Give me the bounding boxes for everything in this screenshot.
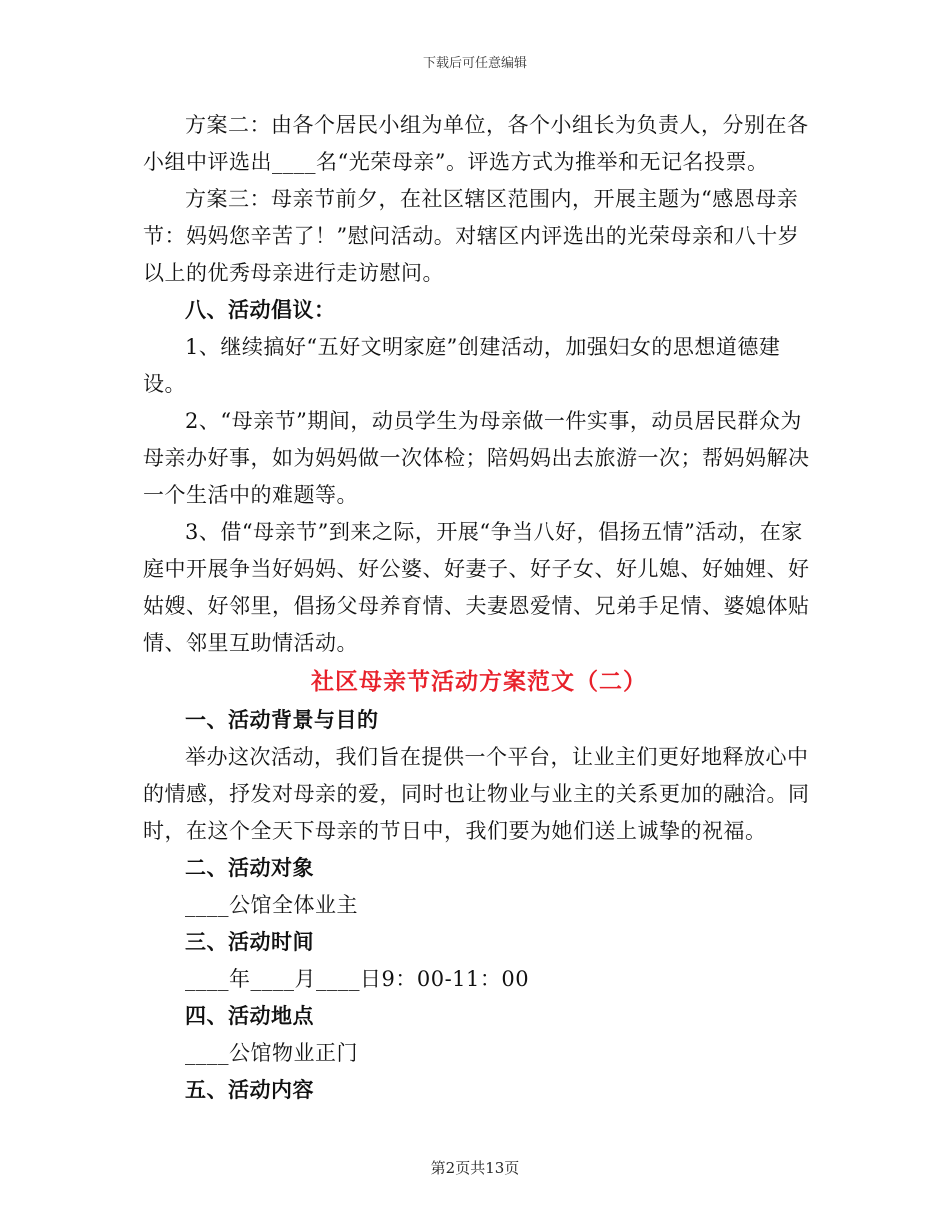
paragraph-proposal-3: 3、借“母亲节”到来之际，开展“争当八好，倡扬五情”活动，在家庭中开展争当好妈妈、好公婆、好妻子、好子女、好儿媳、好妯娌、好姑嫂、好邻里，倡扬父母养育情、夫妻恩爱情、兄弟手足情、婆媳体贴情、邻里互助情活动。 xyxy=(143,520,810,655)
heading-time: 三、活动时间 xyxy=(185,930,314,954)
page-footer: 第2页共13页 xyxy=(430,1159,520,1177)
paragraph-proposal-1: 1、继续搞好“五好文明家庭”创建活动，加强妇女的思想道德建设。 xyxy=(143,335,781,396)
document-title: 社区母亲节活动方案范文（二） xyxy=(311,669,647,695)
paragraph-background: 举办这次活动，我们旨在提供一个平台，让业主们更好地释放心中的情感，抒发对母亲的爱，同时也让物业与业主的关系更加的融洽。同时，在这个全天下母亲的节日中，我们要为她们送上诚挚的祝福。 xyxy=(143,745,810,843)
page-header: 下载后可任意编辑 xyxy=(422,56,527,71)
document-body xyxy=(143,107,815,1109)
paragraph-time: ____年____月____日9：00-11：00 xyxy=(185,967,530,991)
paragraph-plan-two: 方案二：由各个居民小组为单位，各个小组长为负责人，分别在各小组中评选出____名“光荣母亲”。评选方式为推举和无记名投票。 xyxy=(143,113,809,174)
paragraph-proposal-2: 2、“母亲节”期间，动员学生为母亲做一件实事，动员居民群众为母亲办好事，如为妈妈做一次体检；陪妈妈出去旅游一次；帮妈妈解决一个生活中的难题等。 xyxy=(143,409,810,507)
heading-activity-proposal: 八、活动倡议： xyxy=(185,298,336,322)
paragraph-audience: ____公馆全体业主 xyxy=(185,893,358,917)
paragraph-plan-three: 方案三：母亲节前夕，在社区辖区范围内，开展主题为“感恩母亲节：妈妈您辛苦了！”慰问活动。对辖区内评选出的光荣母亲和八十岁以上的优秀母亲进行走访慰问。 xyxy=(143,187,800,285)
heading-audience: 二、活动对象 xyxy=(185,856,314,880)
heading-background: 一、活动背景与目的 xyxy=(185,708,379,732)
heading-location: 四、活动地点 xyxy=(185,1004,314,1028)
heading-content: 五、活动内容 xyxy=(185,1078,314,1102)
paragraph-location: ____公馆物业正门 xyxy=(185,1041,358,1065)
